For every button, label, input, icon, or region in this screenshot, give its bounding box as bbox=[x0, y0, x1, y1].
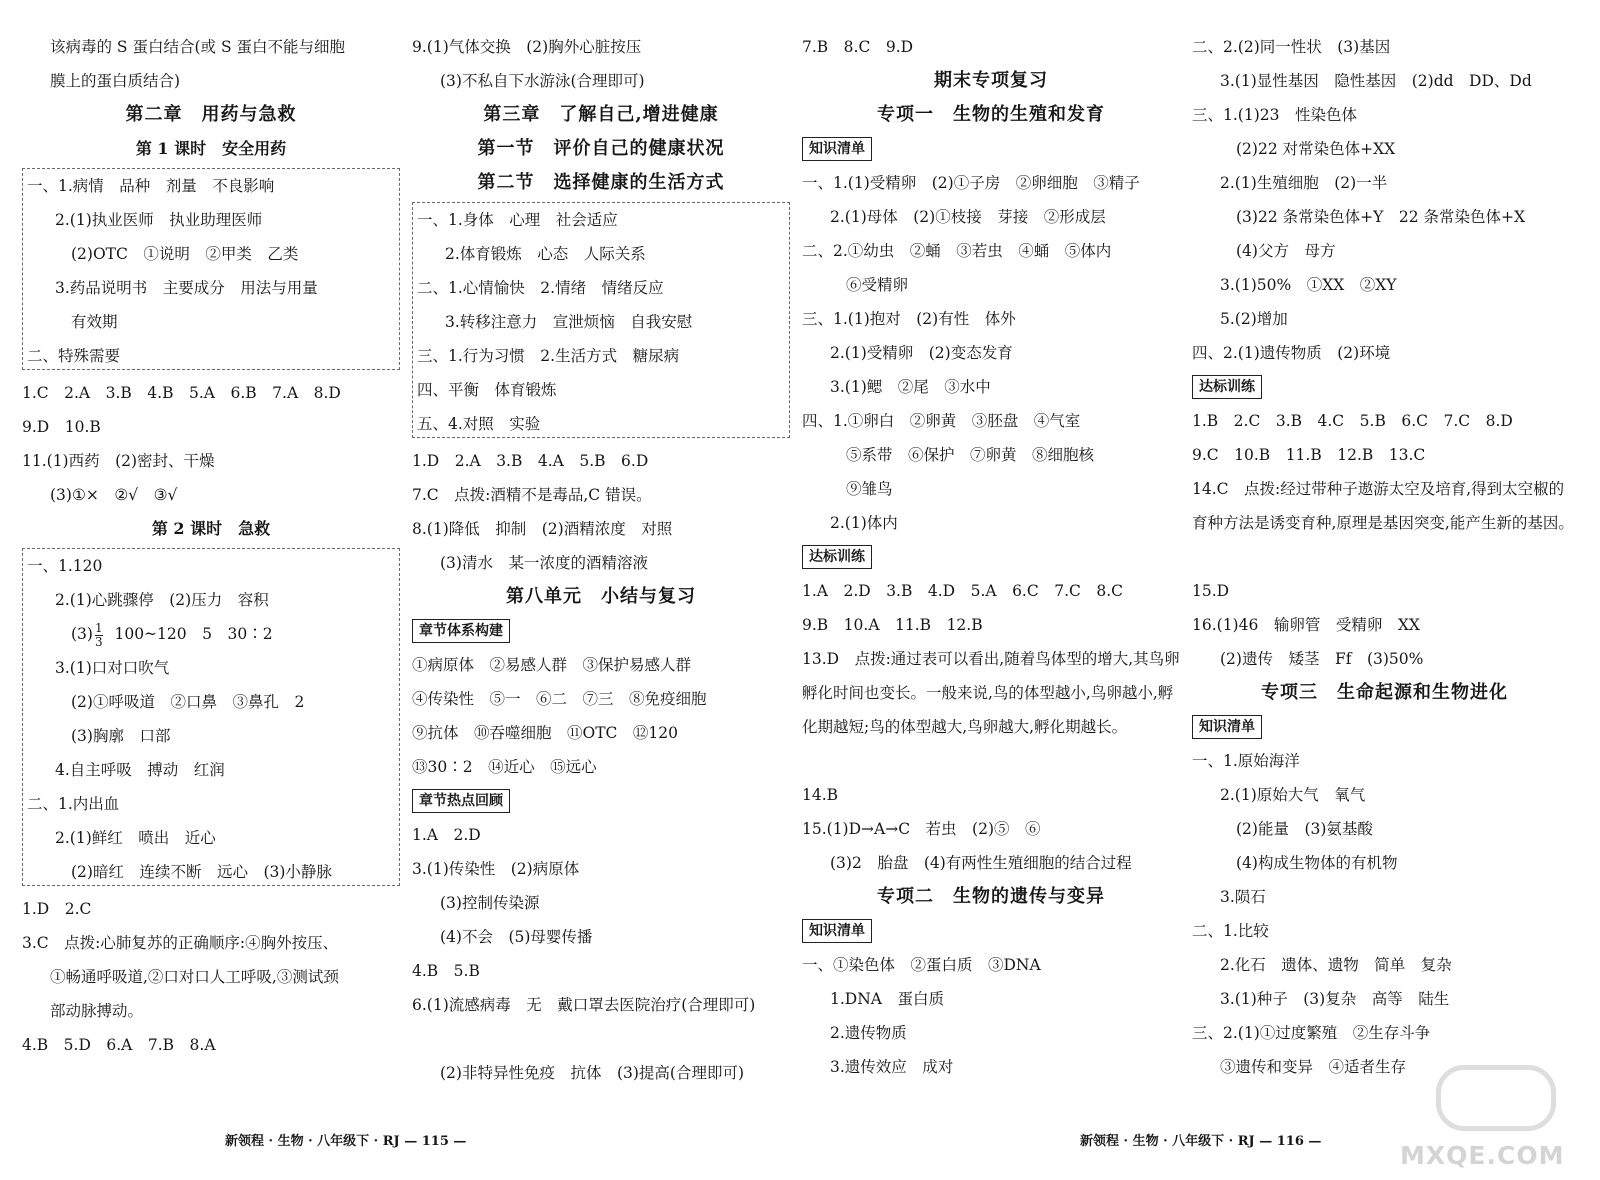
text-line: 2.化石 遗体、遗物 简单 复杂 bbox=[1220, 956, 1452, 974]
text-line: 四、平衡 体育锻炼 bbox=[417, 381, 557, 399]
text-line: 5.(2)增加 bbox=[1220, 310, 1288, 328]
text-line: 膜上的蛋白质结合) bbox=[50, 72, 181, 90]
answer-line: 部动脉搏动。 bbox=[50, 1002, 144, 1020]
answer-line: 1.D 2.A 3.B 4.A 5.B 6.D bbox=[412, 452, 649, 470]
text-line: 2.(1)原始大气 氧气 bbox=[1220, 786, 1366, 804]
answer-line: (2)遗传 矮茎 Ff (3)50% bbox=[1220, 650, 1424, 668]
answer-line: 9.D 10.B bbox=[22, 418, 101, 436]
text-line: (4)构成生物体的有机物 bbox=[1236, 854, 1398, 872]
text-line: 2.(1)心跳骤停 (2)压力 容积 bbox=[55, 591, 269, 609]
text-line: 二、1.心情愉快 2.情绪 情绪反应 bbox=[417, 279, 664, 297]
text-line: (2)OTC ①说明 ②甲类 乙类 bbox=[71, 245, 299, 263]
text-line: 三、1.(1)23 性染色体 bbox=[1192, 106, 1357, 124]
text-line: 一、①染色体 ②蛋白质 ③DNA bbox=[802, 956, 1041, 974]
section-tag: 达标训练 bbox=[1192, 375, 1262, 399]
text-prefix: (3) bbox=[71, 625, 93, 643]
text-line: (3)胸廓 口部 bbox=[71, 727, 171, 745]
text-line: 3.陨石 bbox=[1220, 888, 1266, 906]
text-line: 3.转移注意力 宣泄烦恼 自我安慰 bbox=[445, 313, 693, 331]
lesson-title: 第 2 课时 急救 bbox=[151, 519, 271, 538]
text-line: 二、2.①幼虫 ②蛹 ③若虫 ④蛹 ⑤体内 bbox=[802, 242, 1112, 260]
answer-paragraph: 14.C 点拨:经过带种子遨游太空及培育,得到太空椒的育种方法是诱变育种,原理是基因突变,能产生新的基因。 bbox=[1192, 480, 1574, 532]
text-line: 2.(1)执业医师 执业助理医师 bbox=[55, 211, 263, 229]
text-line: 2.体育锻炼 心态 人际关系 bbox=[445, 245, 646, 263]
answer-line: 14.B bbox=[802, 786, 839, 804]
unit-title: 第八单元 小结与复习 bbox=[506, 586, 696, 607]
answer-line: ①病原体 ②易感人群 ③保护易感人群 bbox=[412, 656, 692, 674]
text-line: 二、特殊需要 bbox=[27, 347, 121, 365]
knowledge-box bbox=[22, 168, 400, 370]
text-line: (2)暗红 连续不断 远心 (3)小静脉 bbox=[71, 863, 332, 881]
text-line: 3.(1)显性基因 隐性基因 (2)dd DD、Dd bbox=[1220, 72, 1532, 90]
section-title: 第二节 选择健康的生活方式 bbox=[477, 172, 725, 193]
knowledge-box bbox=[22, 548, 400, 886]
answer-line: 15.(1)D→A→C 若虫 (2)⑤ ⑥ bbox=[802, 820, 1041, 838]
text-line: (3)22 条常染色体+Y 22 条常染色体+X bbox=[1236, 208, 1525, 226]
answer-paragraph: 13.D 点拨:通过表可以看出,随着鸟体型的增大,其鸟卵孵化时间也变长。一般来说,鸟的体型越小,鸟卵越小,孵化期越短;鸟的体型越大,鸟卵越大,孵化期越长。 bbox=[802, 650, 1180, 736]
text-line: 2.遗传物质 bbox=[830, 1024, 907, 1042]
text-line: 4.自主呼吸 搏动 红润 bbox=[55, 761, 225, 779]
column-1 bbox=[22, 30, 400, 1062]
answer-line: 8.(1)降低 抑制 (2)酒精浓度 对照 bbox=[412, 520, 673, 538]
text-line: 1.DNA 蛋白质 bbox=[830, 990, 944, 1008]
text-line: 一、1.原始海洋 bbox=[1192, 752, 1300, 770]
fraction-numerator: 1 bbox=[94, 620, 103, 635]
section-tag-row bbox=[1192, 710, 1577, 744]
answer-line: 16.(1)46 输卵管 受精卵 XX bbox=[1192, 616, 1420, 634]
text-line: ⑤系带 ⑥保护 ⑦卵黄 ⑧细胞核 bbox=[846, 446, 1095, 464]
chapter-title: 第三章 了解自己,增进健康 bbox=[483, 104, 719, 125]
text-line: 四、1.①卵白 ②卵黄 ③胚盘 ④气室 bbox=[802, 412, 1081, 430]
text-line: 四、2.(1)遗传物质 (2)环境 bbox=[1192, 344, 1391, 362]
page-footer-left: 新领程 · 生物 · 八年级下 · RJ — 115 — bbox=[225, 1134, 467, 1149]
text-line: ⑥受精卵 bbox=[846, 276, 909, 294]
answer-line: ⑨抗体 ⑩吞噬细胞 ⑪OTC ⑫120 bbox=[412, 724, 678, 742]
text-line: 一、1.病情 品种 剂量 不良影响 bbox=[27, 177, 275, 195]
answer-line: (3)①× ②√ ③√ bbox=[50, 486, 178, 504]
text-line: 一、1.(1)受精卵 (2)①子房 ②卵细胞 ③精子 bbox=[802, 174, 1140, 192]
answer-line: (3)2 胎盘 (4)有两性生殖细胞的结合过程 bbox=[830, 854, 1132, 872]
text-line: 二、2.(2)同一性状 (3)基因 bbox=[1192, 38, 1391, 56]
section-tag: 章节体系构建 bbox=[412, 619, 510, 643]
answer-line: 9.(1)气体交换 (2)胸外心脏按压 bbox=[412, 38, 642, 56]
answer-line: 1.B 2.C 3.B 4.C 5.B 6.C 7.C 8.D bbox=[1192, 412, 1513, 430]
section-tag-row bbox=[802, 540, 1180, 574]
answer-line: 1.C 2.A 3.B 4.B 5.A 6.B 7.A 8.D bbox=[22, 384, 341, 402]
section-tag: 知识清单 bbox=[802, 137, 872, 161]
answer-line: 9.C 10.B 11.B 12.B 13.C bbox=[1192, 446, 1426, 464]
answer-line: 7.C 点拨:酒精不是毒品,C 错误。 bbox=[412, 486, 652, 504]
section-tag-row bbox=[412, 614, 790, 648]
section-tag-row bbox=[412, 784, 790, 818]
column-2 bbox=[412, 30, 790, 1090]
column-3 bbox=[802, 30, 1180, 1084]
text-line: 三、1.(1)抱对 (2)有性 体外 bbox=[802, 310, 1016, 328]
watermark bbox=[1400, 1065, 1590, 1175]
answer-line: (3)清水 某一浓度的酒精溶液 bbox=[440, 554, 648, 572]
fraction bbox=[95, 622, 103, 649]
answer-line: 4.B 5.B bbox=[412, 962, 480, 980]
watermark-logo-icon bbox=[1436, 1065, 1556, 1131]
text-line: ③遗传和变异 ④适者生存 bbox=[1220, 1058, 1407, 1076]
section-tag-row bbox=[802, 132, 1180, 166]
chapter-title: 第二章 用药与急救 bbox=[125, 104, 297, 125]
text-line: 3.(1)种子 (3)复杂 高等 陆生 bbox=[1220, 990, 1450, 1008]
section-title: 第一节 评价自己的健康状况 bbox=[477, 138, 725, 159]
answer-line: 15.D bbox=[1192, 582, 1230, 600]
answer-line: 3.C 点拨:心肺复苏的正确顺序:④胸外按压、 bbox=[22, 934, 339, 952]
topic-title: 专项三 生命起源和生物进化 bbox=[1261, 682, 1508, 703]
topic-title: 专项一 生物的生殖和发育 bbox=[877, 104, 1105, 125]
text-line: 2.(1)受精卵 (2)变态发育 bbox=[830, 344, 1013, 362]
answer-line: 3.(1)传染性 (2)病原体 bbox=[412, 860, 580, 878]
text-line: (4)父方 母方 bbox=[1236, 242, 1336, 260]
text-line: 2.(1)体内 bbox=[830, 514, 898, 532]
section-tag: 知识清单 bbox=[1192, 715, 1262, 739]
text-line: 3.遗传效应 成对 bbox=[830, 1058, 954, 1076]
text-line: 一、1.身体 心理 社会适应 bbox=[417, 211, 618, 229]
watermark-text: MXQE.COM bbox=[1400, 1141, 1565, 1170]
answer-line: 9.B 10.A 11.B 12.B bbox=[802, 616, 983, 634]
answer-paragraph: 6.(1)流感病毒 无 戴口罩去医院治疗(合理即可) bbox=[412, 996, 756, 1014]
text-line: 有效期 bbox=[71, 313, 118, 331]
text-line: 2.(1)母体 (2)①枝接 芽接 ②形成层 bbox=[830, 208, 1106, 226]
knowledge-box bbox=[412, 202, 790, 438]
text-line: 五、4.对照 实验 bbox=[417, 415, 541, 433]
answer-line: (4)不会 (5)母婴传播 bbox=[440, 928, 593, 946]
text-line: 2.(1)鲜红 喷出 近心 bbox=[55, 829, 216, 847]
section-tag: 知识清单 bbox=[802, 919, 872, 943]
lesson-title: 第 1 课时 安全用药 bbox=[135, 139, 287, 158]
answer-line: 4.B 5.D 6.A 7.B 8.A bbox=[22, 1036, 216, 1054]
answer-line: (2)非特异性免疫 抗体 (3)提高(合理即可) bbox=[440, 1064, 745, 1082]
answer-line: ⑬30∶2 ⑭近心 ⑮远心 bbox=[412, 758, 597, 776]
section-tag-row bbox=[802, 914, 1180, 948]
section-tag: 达标训练 bbox=[802, 545, 872, 569]
review-title: 期末专项复习 bbox=[934, 70, 1048, 91]
text-line: 三、2.(1)①过度繁殖 ②生存斗争 bbox=[1192, 1024, 1431, 1042]
text-line-with-fraction bbox=[27, 617, 395, 651]
text-line: 3.(1)50% ①XX ②XY bbox=[1220, 276, 1397, 294]
text-line: (2)①呼吸道 ②口鼻 ③鼻孔 2 bbox=[71, 693, 305, 711]
text-line: ⑨雏鸟 bbox=[846, 480, 893, 498]
section-tag-row bbox=[1192, 370, 1577, 404]
text-line: (2)22 对常染色体+XX bbox=[1236, 140, 1396, 158]
page-footer-right: 新领程 · 生物 · 八年级下 · RJ — 116 — bbox=[1080, 1134, 1322, 1149]
text-line: 2.(1)生殖细胞 (2)一半 bbox=[1220, 174, 1388, 192]
text-line: 3.(1)鳃 ②尾 ③水中 bbox=[830, 378, 991, 396]
text-line: 3.(1)口对口吹气 bbox=[55, 659, 170, 677]
text-line: 三、1.行为习惯 2.生活方式 糖尿病 bbox=[417, 347, 680, 365]
answer-line: 1.A 2.D 3.B 4.D 5.A 6.C 7.C 8.C bbox=[802, 582, 1124, 600]
text-line: 该病毒的 S 蛋白结合(或 S 蛋白不能与细胞 bbox=[50, 38, 345, 56]
answer-line: ①畅通呼吸道,②口对口人工呼吸,③测试颈 bbox=[50, 968, 339, 986]
fraction-denominator: 3 bbox=[94, 634, 103, 649]
answer-line: 7.B 8.C 9.D bbox=[802, 38, 914, 56]
answer-line: 1.D 2.C bbox=[22, 900, 92, 918]
text-rest: 100~120 5 30∶2 bbox=[114, 625, 273, 643]
text-line: (2)能量 (3)氨基酸 bbox=[1236, 820, 1373, 838]
text-line: 一、1.120 bbox=[27, 557, 103, 575]
answer-line: (3)控制传染源 bbox=[440, 894, 540, 912]
answer-line: 11.(1)西药 (2)密封、干燥 bbox=[22, 452, 215, 470]
text-line: 二、1.比较 bbox=[1192, 922, 1269, 940]
section-tag: 章节热点回顾 bbox=[412, 789, 510, 813]
topic-title: 专项二 生物的遗传与变异 bbox=[877, 886, 1105, 907]
text-line: 二、1.内出血 bbox=[27, 795, 120, 813]
answer-line: ④传染性 ⑤一 ⑥二 ⑦三 ⑧免疫细胞 bbox=[412, 690, 707, 708]
answer-line: (3)不私自下水游泳(合理即可) bbox=[440, 72, 645, 90]
answer-line: 1.A 2.D bbox=[412, 826, 481, 844]
text-line: 3.药品说明书 主要成分 用法与用量 bbox=[55, 279, 318, 297]
column-4 bbox=[1192, 30, 1577, 1084]
